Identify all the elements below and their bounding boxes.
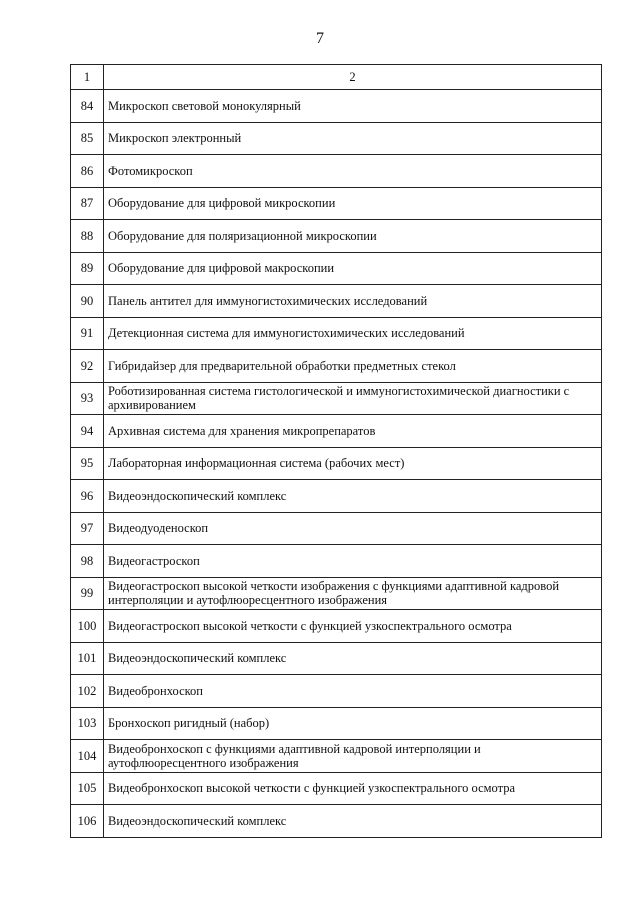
row-number: 85 <box>71 122 104 155</box>
table-row <box>71 707 602 740</box>
row-equipment-name: Архивная система для хранения микропрепаратов <box>104 415 602 448</box>
table-row <box>71 187 602 220</box>
row-equipment-name: Видеогастроскоп высокой четкости с функцией узкоспектрального осмотра <box>104 610 602 643</box>
row-number: 95 <box>71 447 104 480</box>
row-equipment-name: Роботизированная система гистологической и иммуногистохимической диагностики с архивированием <box>104 382 602 415</box>
row-number: 89 <box>71 252 104 285</box>
row-equipment-name: Видеодуоденоскоп <box>104 512 602 545</box>
table-row <box>71 252 602 285</box>
table-row <box>71 642 602 675</box>
header-col-1: 1 <box>71 65 104 90</box>
table-row <box>71 350 602 383</box>
row-number: 93 <box>71 382 104 415</box>
row-equipment-name: Видеобронхоскоп <box>104 675 602 708</box>
table-row <box>71 805 602 838</box>
row-equipment-name: Оборудование для поляризационной микроскопии <box>104 220 602 253</box>
table-row <box>71 610 602 643</box>
row-equipment-name: Бронхоскоп ригидный (набор) <box>104 707 602 740</box>
row-equipment-name: Детекционная система для иммуногистохимических исследований <box>104 317 602 350</box>
row-equipment-name: Видеогастроскоп <box>104 545 602 578</box>
row-equipment-name: Панель антител для иммуногистохимических исследований <box>104 285 602 318</box>
row-equipment-name: Видеоэндоскопический комплекс <box>104 642 602 675</box>
row-number: 101 <box>71 642 104 675</box>
row-equipment-name: Видеобронхоскоп с функциями адаптивной кадровой интерполяции и аутофлюоресцентного изображения <box>104 740 602 773</box>
row-equipment-name: Видеоэндоскопический комплекс <box>104 805 602 838</box>
row-equipment-name: Микроскоп световой монокулярный <box>104 90 602 123</box>
table-row <box>71 772 602 805</box>
row-equipment-name: Оборудование для цифровой микроскопии <box>104 187 602 220</box>
header-col-2: 2 <box>104 65 602 90</box>
table-row <box>71 740 602 773</box>
row-number: 103 <box>71 707 104 740</box>
table-header-row <box>71 65 602 90</box>
row-number: 104 <box>71 740 104 773</box>
row-number: 99 <box>71 577 104 610</box>
table-row <box>71 545 602 578</box>
row-number: 87 <box>71 187 104 220</box>
row-number: 106 <box>71 805 104 838</box>
row-equipment-name: Оборудование для цифровой макроскопии <box>104 252 602 285</box>
table-row <box>71 285 602 318</box>
table-row <box>71 382 602 415</box>
row-equipment-name: Микроскоп электронный <box>104 122 602 155</box>
row-number: 105 <box>71 772 104 805</box>
table-row <box>71 577 602 610</box>
row-number: 92 <box>71 350 104 383</box>
equipment-table <box>70 64 602 838</box>
table-row <box>71 317 602 350</box>
row-number: 102 <box>71 675 104 708</box>
table-row <box>71 122 602 155</box>
row-number: 94 <box>71 415 104 448</box>
table-row <box>71 447 602 480</box>
row-number: 90 <box>71 285 104 318</box>
row-number: 91 <box>71 317 104 350</box>
row-number: 88 <box>71 220 104 253</box>
row-number: 96 <box>71 480 104 513</box>
row-equipment-name: Лабораторная информационная система (рабочих мест) <box>104 447 602 480</box>
row-number: 98 <box>71 545 104 578</box>
row-equipment-name: Фотомикроскоп <box>104 155 602 188</box>
page-number: 7 <box>316 30 324 47</box>
table-row <box>71 675 602 708</box>
row-number: 100 <box>71 610 104 643</box>
row-equipment-name: Видеобронхоскоп высокой четкости с функцией узкоспектрального осмотра <box>104 772 602 805</box>
table-row <box>71 220 602 253</box>
row-number: 86 <box>71 155 104 188</box>
table-row <box>71 480 602 513</box>
table-row <box>71 512 602 545</box>
table-row <box>71 415 602 448</box>
row-equipment-name: Видеогастроскоп высокой четкости изображения с функциями адаптивной кадровой интерполяции и аутофлюоресцентного изображения <box>104 577 602 610</box>
row-equipment-name: Гибридайзер для предварительной обработки предметных стекол <box>104 350 602 383</box>
row-number: 97 <box>71 512 104 545</box>
row-equipment-name: Видеоэндоскопический комплекс <box>104 480 602 513</box>
table-row <box>71 90 602 123</box>
row-number: 84 <box>71 90 104 123</box>
table-row <box>71 155 602 188</box>
